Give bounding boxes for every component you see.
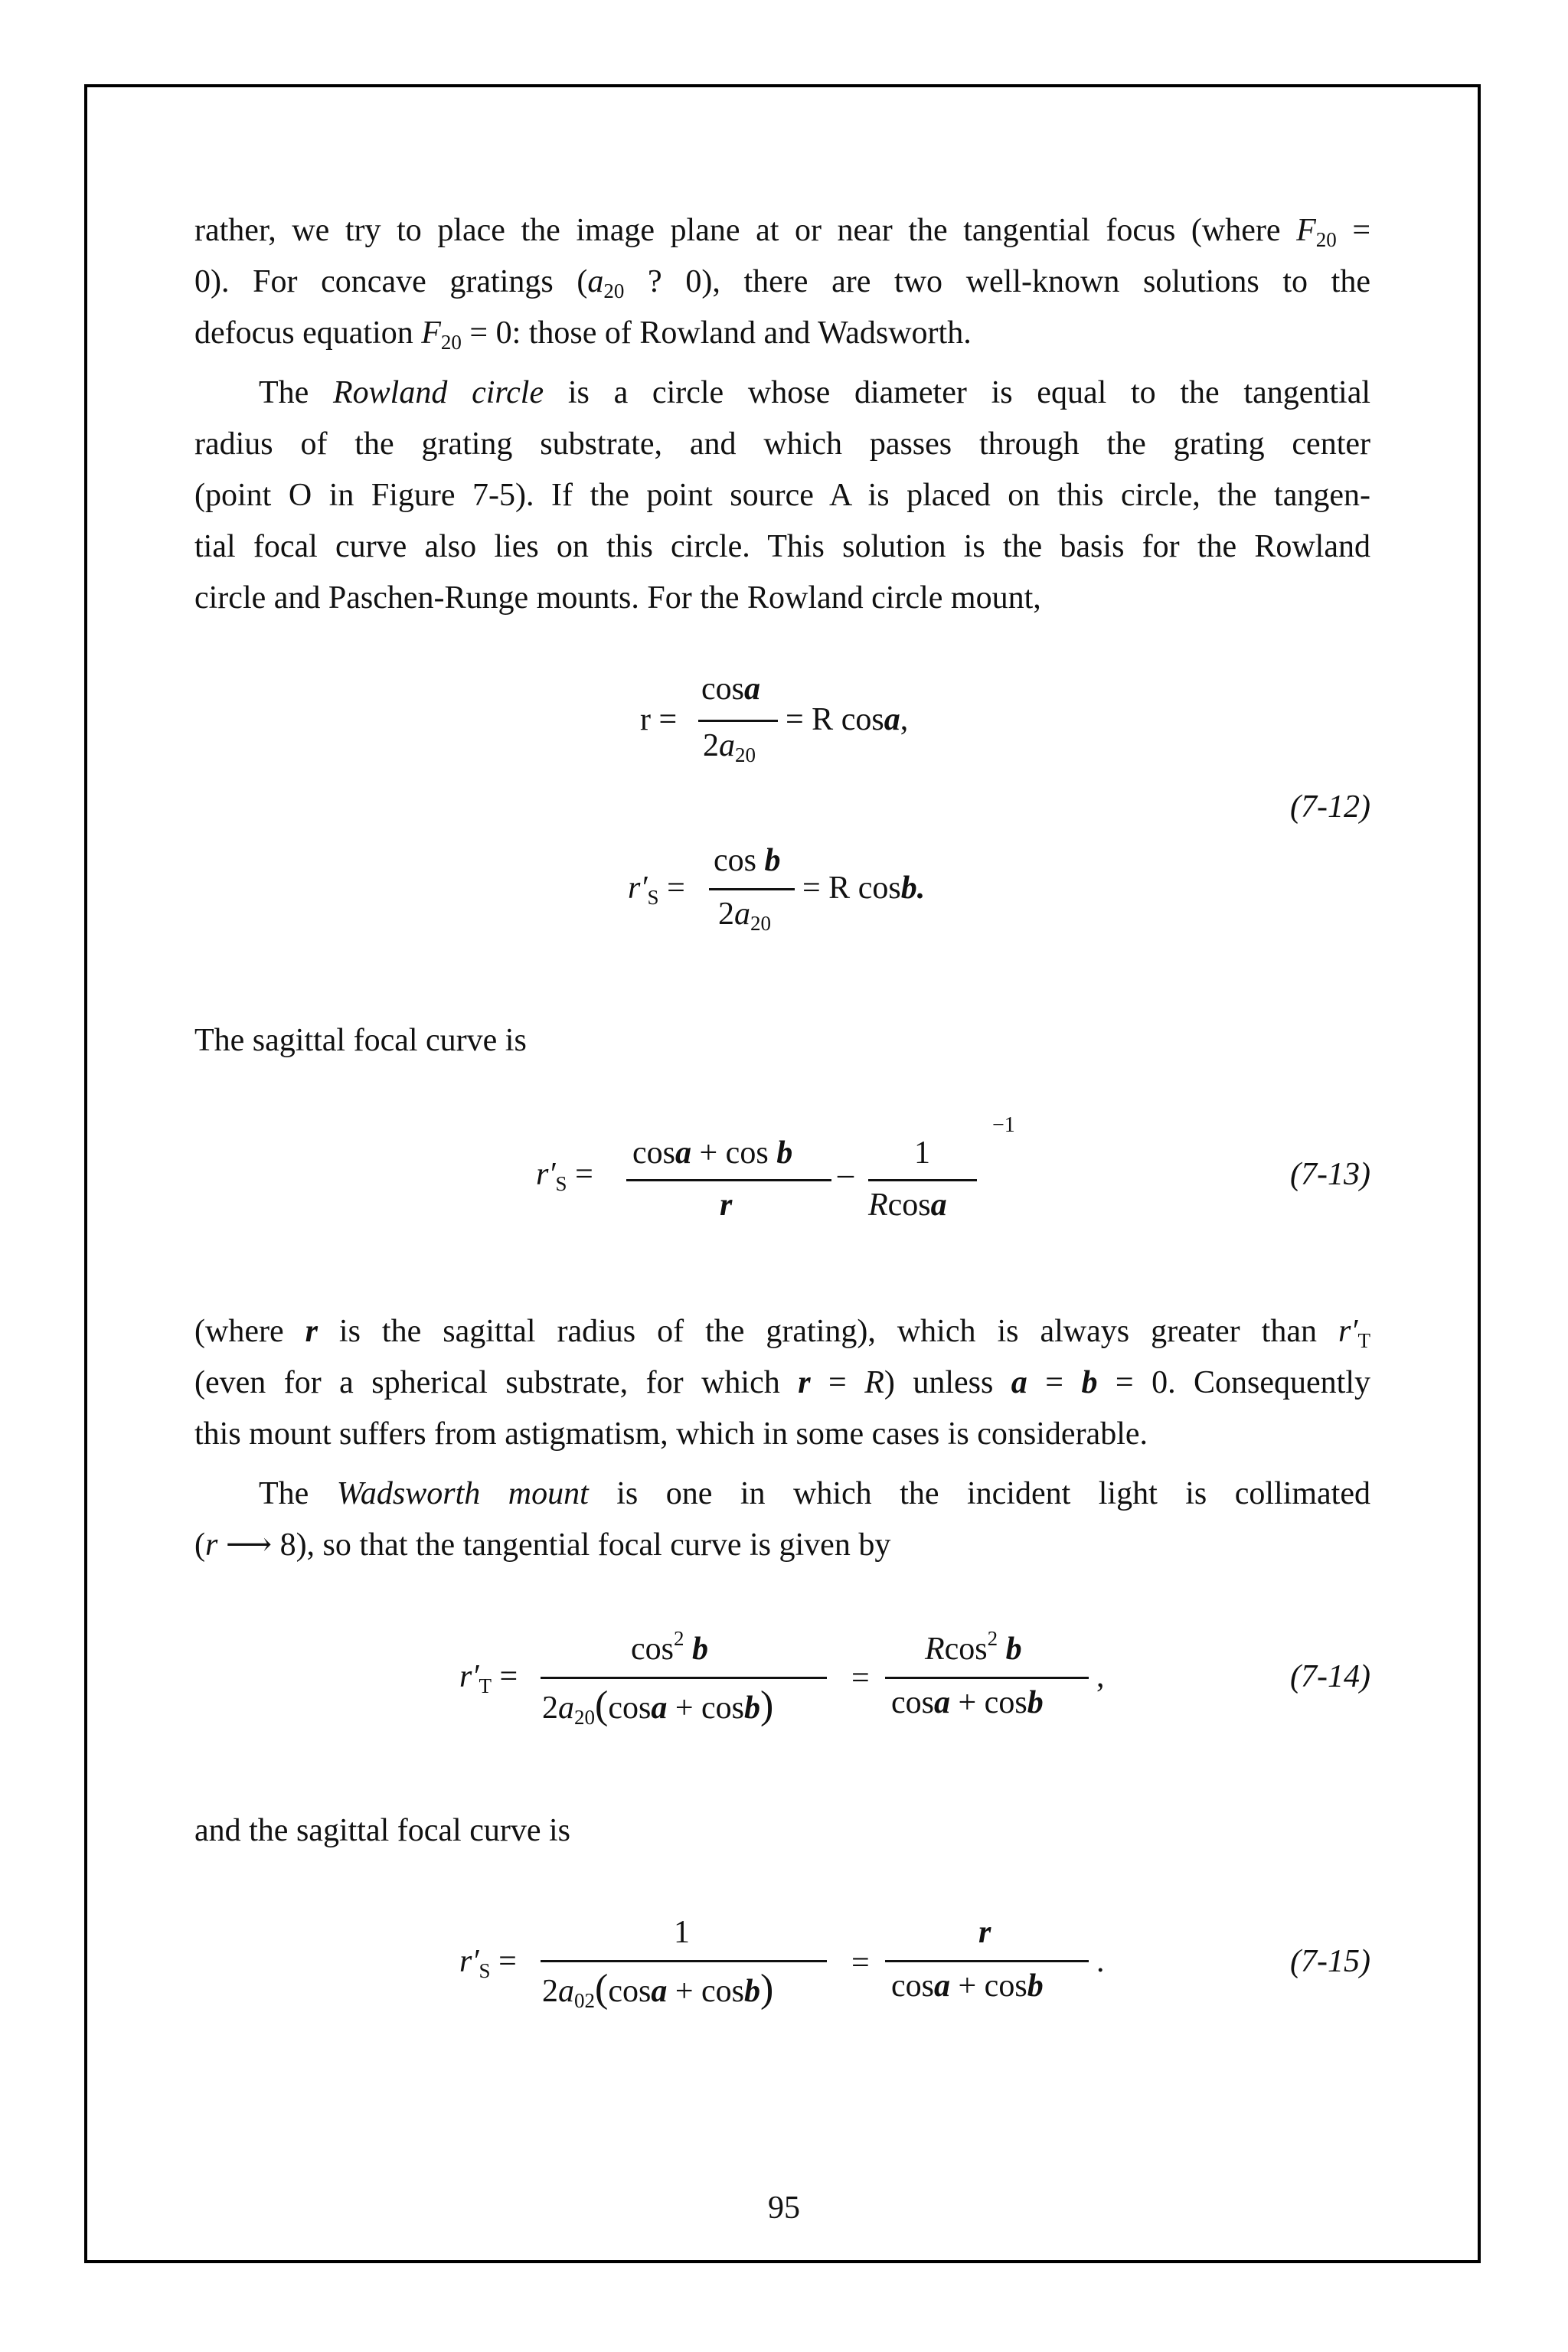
superscript: 2	[987, 1627, 998, 1650]
eq15-denominator-2	[891, 1968, 1044, 2004]
symbol-beta: b	[1027, 1685, 1044, 1720]
text-span: (	[194, 1527, 205, 1563]
text-span: (where	[194, 1314, 305, 1349]
symbol-a: a	[558, 1974, 574, 2009]
text-span: defocus equation	[194, 315, 422, 351]
symbol-beta: b	[1027, 1968, 1044, 2004]
paragraph-4-line-2	[194, 1357, 1370, 1409]
paren-open: (	[595, 1967, 609, 2011]
eq12b-rhs	[802, 870, 925, 906]
text-span: cos	[632, 1135, 675, 1171]
eq13-numerator-1	[632, 1135, 792, 1171]
text-span: =	[810, 1365, 865, 1400]
text-span: =	[492, 1659, 518, 1694]
text-span: 2	[542, 1690, 558, 1726]
symbol-alpha: a	[675, 1135, 691, 1171]
text-span: cos	[891, 1685, 934, 1720]
text-span: cos	[608, 1974, 652, 2009]
symbol-alpha: a	[934, 1968, 950, 2004]
equation-number-7-13: (7-13)	[1290, 1157, 1370, 1192]
symbol-beta: b	[1081, 1365, 1098, 1400]
symbol-rho: r	[305, 1314, 318, 1349]
paragraph-1-line-2	[194, 256, 1370, 308]
eq13-lhs	[536, 1156, 593, 1193]
eq14-numerator-2	[925, 1627, 1022, 1668]
symbol-rho: r	[798, 1365, 811, 1400]
subscript: T	[479, 1674, 492, 1697]
symbol-rho: r	[978, 1915, 991, 1950]
paragraph-2-line-4: tial focal curve also lies on this circle. This solution is the basis for the Rowland	[194, 529, 1370, 564]
paragraph-4-line-3: this mount suffers from astigmatism, which in some cases is considerable.	[194, 1416, 1148, 1452]
symbol-R: R	[925, 1632, 945, 1667]
eq15-fraction-bar-1	[541, 1960, 827, 1962]
eq14-denominator-2	[891, 1684, 1044, 1721]
term-wadsworth-mount: Wadsworth mount	[336, 1476, 589, 1511]
paragraph-1-line-3	[194, 308, 1370, 359]
paragraph-2-line-3: (point O in Figure 7-5). If the point source A is placed on this circle, the tangen-	[194, 478, 1370, 513]
symbol-r-prime: r′	[628, 871, 648, 906]
paren-open: (	[595, 1684, 609, 1727]
text-span: + cos	[950, 1685, 1027, 1720]
eq15-fraction-bar-2	[885, 1960, 1089, 1962]
text-span: ? 0), there are two well-known solutions to the	[624, 264, 1370, 299]
eq12b-numerator	[714, 842, 781, 879]
text-span: 2	[542, 1974, 558, 2009]
subscript: T	[1357, 1329, 1370, 1352]
symbol-a: a	[587, 264, 604, 299]
text-span: cos	[701, 671, 744, 707]
text-span: 0). For concave gratings (	[194, 264, 588, 299]
text-span: = 0. Consequently	[1097, 1365, 1371, 1400]
paragraph-5	[194, 1468, 1370, 1571]
symbol-a: a	[719, 728, 735, 763]
page-number: 95	[768, 2190, 800, 2226]
text-span: cos	[608, 1690, 652, 1726]
eq13-numerator-2: 1	[914, 1135, 930, 1171]
text-span: cos	[944, 1632, 988, 1667]
symbol-alpha: a	[930, 1187, 947, 1223]
symbol-alpha: a	[744, 671, 760, 707]
text-span: 2	[703, 728, 719, 763]
eq14-comma: ,	[1096, 1659, 1105, 1694]
subscript: S	[479, 1959, 491, 1982]
symbol-F: F	[421, 315, 441, 351]
eq13-exponent: −1	[992, 1113, 1015, 1137]
subscript: 20	[603, 279, 625, 302]
eq12b-fraction-bar	[709, 888, 795, 890]
symbol-beta: b	[692, 1632, 708, 1667]
text-span: =	[1027, 1365, 1082, 1400]
equation-number-7-15: (7-15)	[1290, 1944, 1370, 1979]
paragraph-4-line-1	[194, 1306, 1370, 1357]
eq14-fraction-bar-1	[541, 1677, 827, 1679]
paragraph-2	[194, 368, 1370, 624]
paragraph-1-line-1	[194, 205, 1370, 256]
paragraph-1	[194, 205, 1370, 359]
term-rowland-circle: Rowland circle	[333, 375, 544, 410]
subscript: 20	[440, 331, 462, 354]
eq15-lhs	[459, 1943, 517, 1980]
subscript: 02	[574, 1989, 595, 2012]
eq13-denominator-2	[868, 1187, 947, 1223]
symbol-beta: b	[776, 1135, 793, 1171]
text-span: =	[567, 1157, 593, 1192]
symbol-alpha: a	[651, 1690, 668, 1726]
eq15-numerator-1: 1	[674, 1915, 690, 1950]
eq14-denominator-1	[542, 1683, 773, 1728]
paragraph-5-line-1	[194, 1468, 1370, 1520]
paragraph-2-line-5: circle and Paschen-Runge mounts. For the Rowland circle mount,	[194, 580, 1041, 616]
eq12-fraction-bar	[698, 720, 778, 722]
symbol-a: a	[558, 1690, 574, 1726]
eq14-numerator-1	[631, 1627, 708, 1668]
eq13-fraction-bar-1	[626, 1179, 831, 1181]
eq13-fraction-bar-2	[868, 1179, 977, 1181]
text-span: ⟶ 8), so that the tangential focal curve is given by	[217, 1527, 891, 1563]
subscript: S	[555, 1172, 567, 1195]
symbol-r-prime: r′	[459, 1944, 479, 1979]
text-span: =	[658, 871, 685, 906]
eq14-lhs	[459, 1658, 518, 1695]
eq12-lhs: r =	[640, 702, 678, 737]
subscript: 20	[750, 912, 771, 935]
eq12-denominator	[703, 727, 756, 764]
text-span: = 0: those of Rowland and Wadsworth.	[461, 315, 972, 351]
paragraph-5-line-2	[194, 1520, 1370, 1571]
symbol-beta: b	[764, 843, 781, 878]
text-span: and the sagittal focal curve is	[194, 1813, 570, 1848]
subscript: 20	[574, 1706, 595, 1729]
text-span: =	[490, 1944, 517, 1979]
eq12b-lhs	[628, 870, 685, 909]
text-span: + cos	[667, 1690, 745, 1726]
superscript: 2	[674, 1627, 684, 1650]
subscript: S	[647, 886, 659, 909]
eq12-rhs	[786, 701, 908, 738]
paragraph-3	[194, 1015, 1370, 1067]
text-span: The sagittal focal curve is	[194, 1023, 527, 1058]
equation-number-7-12: (7-12)	[1290, 789, 1370, 825]
paragraph-6	[194, 1805, 1370, 1857]
symbol-beta: b	[744, 1974, 761, 2009]
symbol-beta: b.	[900, 871, 926, 906]
text-span: + cos	[691, 1135, 777, 1171]
eq15-period: .	[1096, 1944, 1105, 1979]
text-span: ) unless	[884, 1365, 1011, 1400]
text-span: is one in which the incident light is collimated	[588, 1476, 1370, 1511]
paragraph-2-line-1	[194, 368, 1370, 419]
subscript: 20	[1315, 228, 1337, 251]
text-span: ,	[900, 702, 909, 737]
text-span: = R cos	[786, 702, 884, 737]
subscript: 20	[735, 743, 756, 766]
text-span: = R cos	[802, 871, 901, 906]
paren-close: )	[760, 1967, 774, 2011]
symbol-rho: r	[720, 1187, 733, 1223]
symbol-alpha: a	[884, 702, 900, 737]
symbol-alpha: a	[1011, 1365, 1027, 1400]
paragraph-4	[194, 1306, 1370, 1460]
symbol-r-prime: r′	[459, 1659, 479, 1694]
symbol-alpha: a	[651, 1974, 668, 2009]
equation-number-7-14: (7-14)	[1290, 1659, 1370, 1694]
eq12b-denominator	[718, 896, 771, 933]
text-span: cos	[714, 843, 765, 878]
symbol-a: a	[734, 897, 750, 932]
paragraph-2-line-2: radius of the grating substrate, and which passes through the grating center	[194, 426, 1370, 462]
symbol-R: R	[864, 1365, 884, 1400]
eq13-minus: –	[838, 1157, 854, 1192]
text-span: rather, we try to place the image plane at or near the tangential focus (where	[194, 213, 1297, 248]
eq14-fraction-bar-2	[885, 1677, 1089, 1679]
symbol-r-prime: r′	[536, 1157, 556, 1192]
symbol-alpha: a	[934, 1685, 950, 1720]
text-span: + cos	[950, 1968, 1027, 2004]
symbol-r: r	[205, 1527, 218, 1563]
eq15-denominator-1	[542, 1966, 773, 2011]
text-span: The	[259, 375, 334, 410]
text-span: 2	[718, 897, 734, 932]
text-span: cos	[631, 1632, 674, 1667]
eq12-numerator	[701, 671, 760, 707]
text-span: is the sagittal radius of the grating), which is always greater than	[317, 1314, 1338, 1349]
symbol-beta: b	[744, 1690, 761, 1726]
eq14-equals: =	[851, 1661, 870, 1696]
text-span: (even for a spherical substrate, for which	[194, 1365, 799, 1400]
eq15-equals: =	[851, 1945, 870, 1981]
text-span: cos	[891, 1968, 934, 2004]
symbol-F: F	[1296, 213, 1316, 248]
symbol-r-prime: r′	[1338, 1314, 1358, 1349]
symbol-beta: b	[1005, 1632, 1022, 1667]
symbol-R: R	[868, 1187, 888, 1223]
text-span: + cos	[667, 1974, 745, 2009]
paren-close: )	[760, 1684, 774, 1727]
text-span: The	[259, 1476, 337, 1511]
text-span: is a circle whose diameter is equal to the tangential	[544, 375, 1370, 410]
text-span: cos	[887, 1187, 931, 1223]
text-span: =	[1336, 213, 1371, 248]
